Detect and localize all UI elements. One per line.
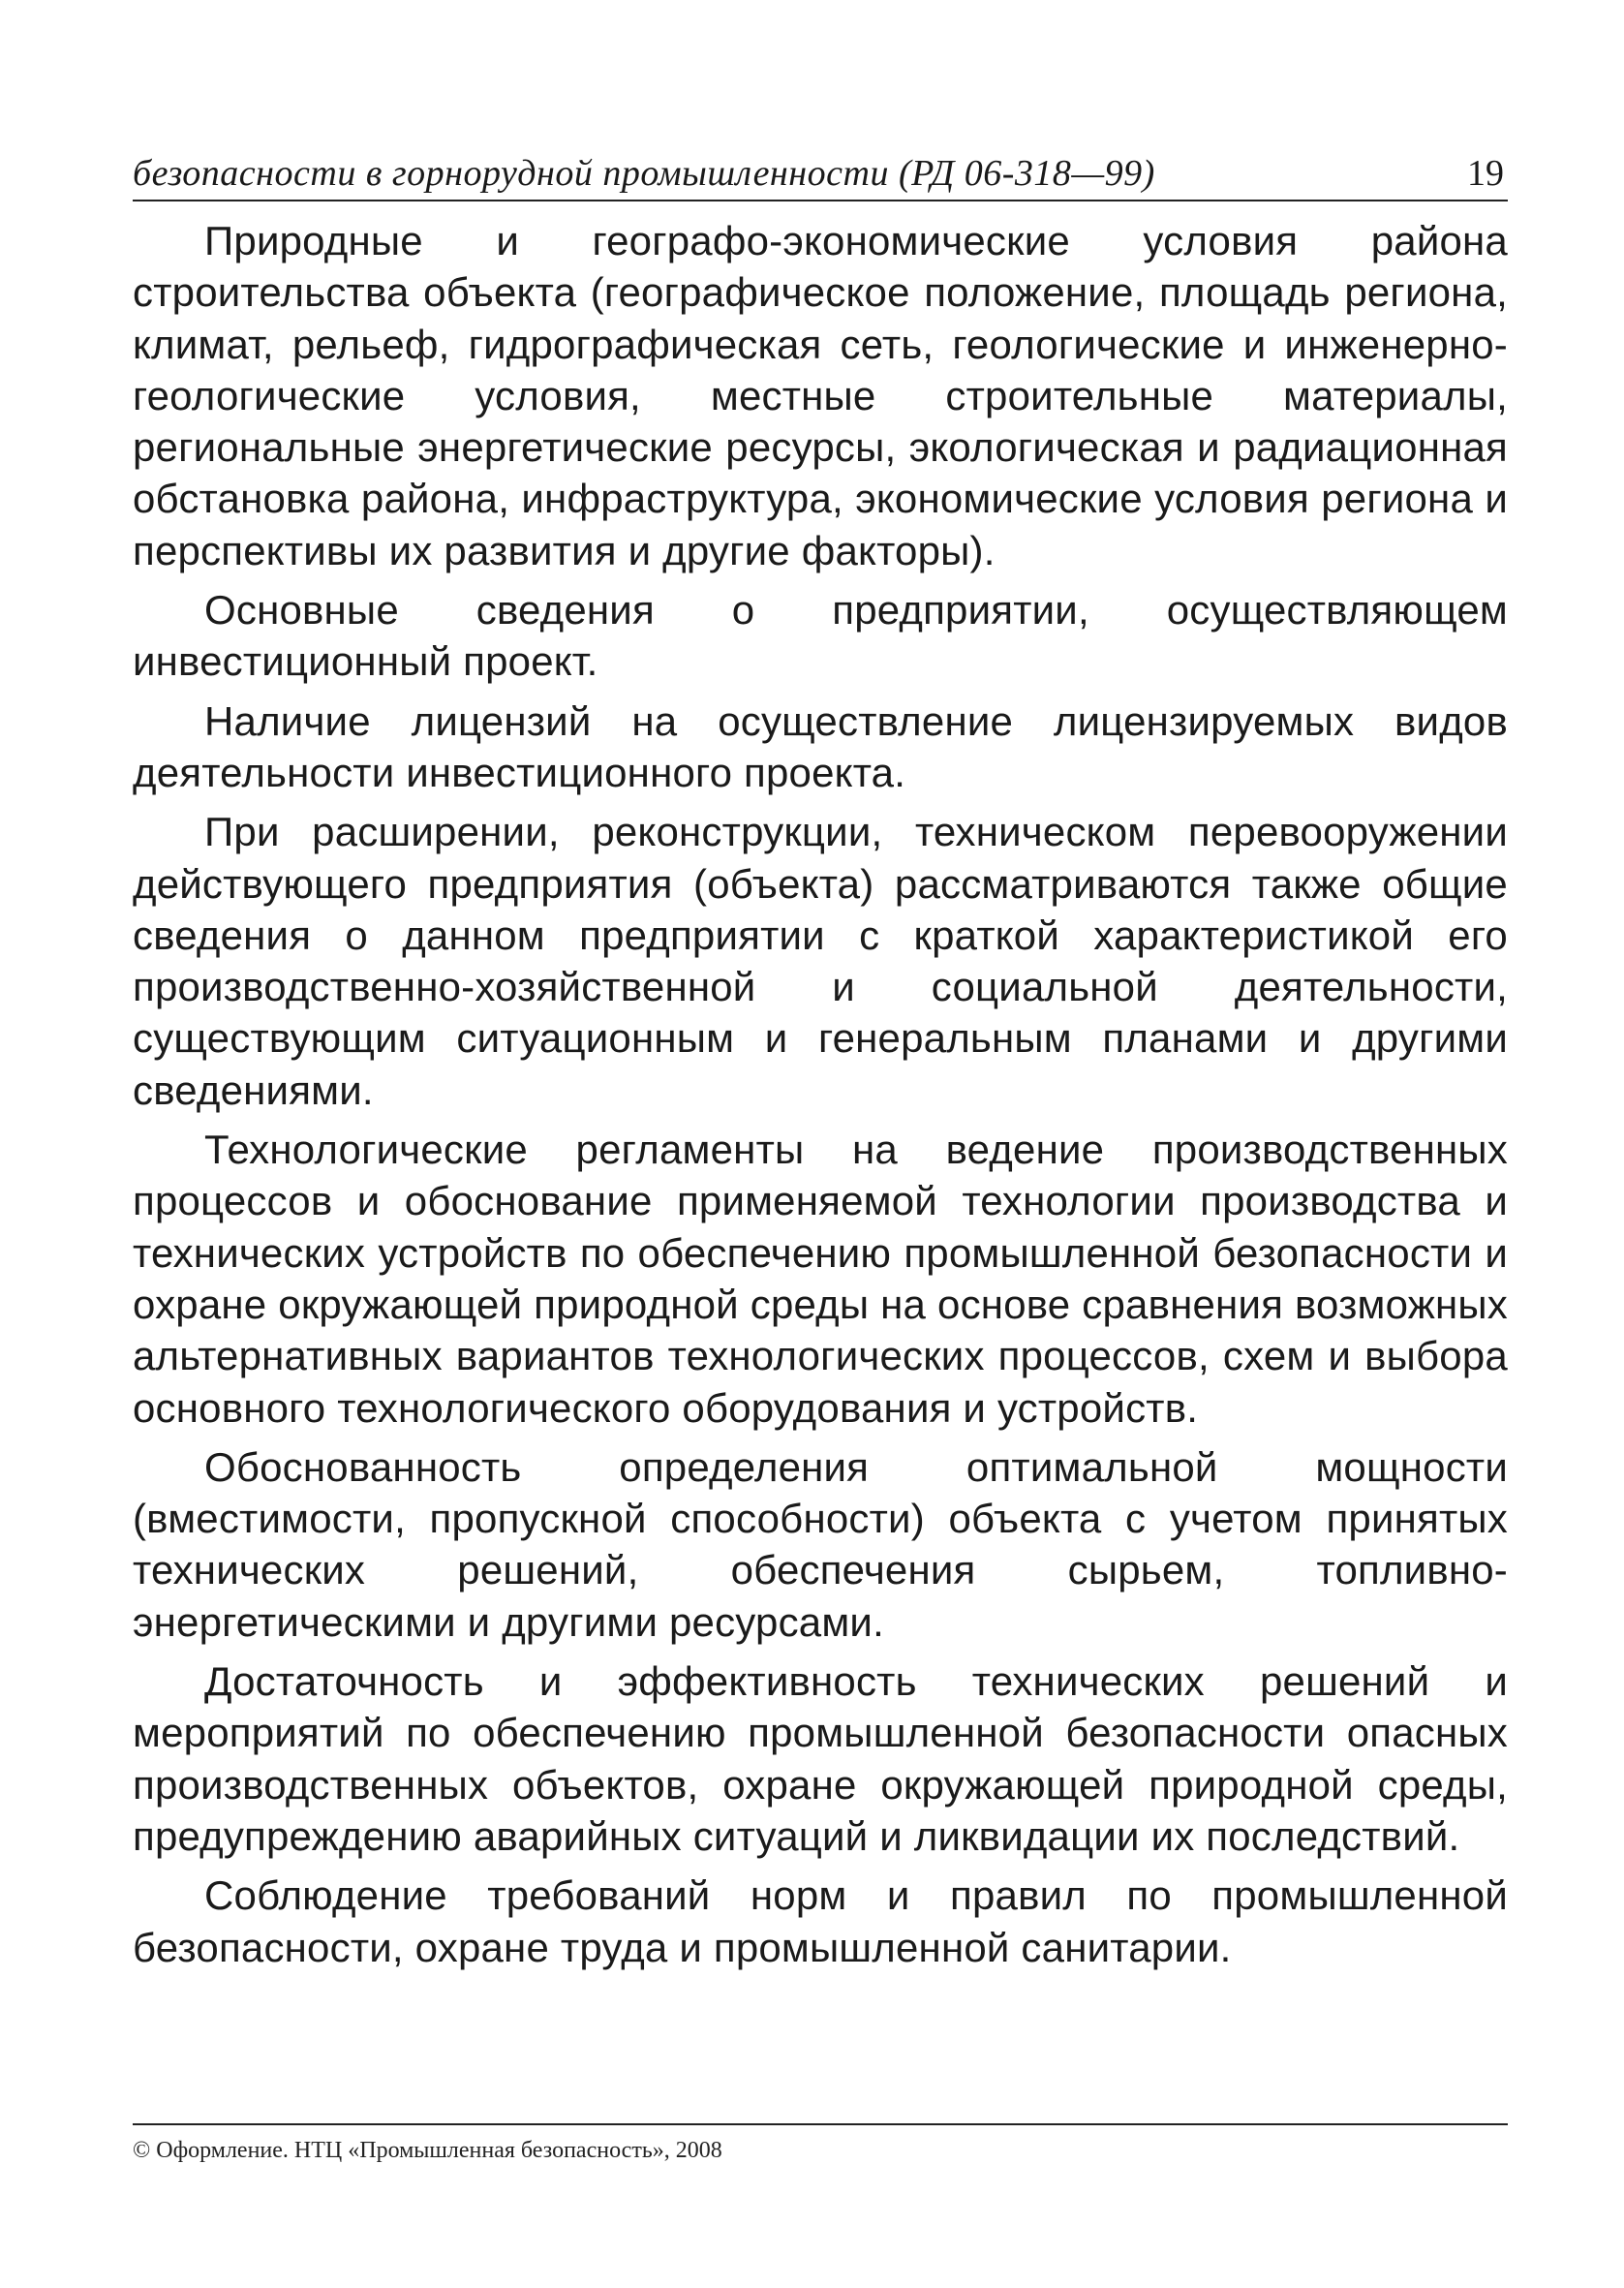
paragraph: Природные и географо-экономические условия района строительства объекта (географическое положение, площадь региона, климат, рельеф, гидрографическая сеть, геологические и инженерно-геологические условия, местные строительные материалы, региональные энергетические ресурсы, экологическая и радиационная обстановка района, инфраструктура, экономические условия региона и перспективы их развития и другие факторы). [133, 218, 1508, 573]
paragraph: Соблюдение требований норм и правил по промышленной безопасности, охране труда и промышленной санитарии. [133, 1872, 1508, 1970]
footer-copyright: © Оформление. НТЦ «Промышленная безопасность», 2008 [133, 2123, 1508, 2165]
paragraph: Основные сведения о предприятии, осуществляющем инвестиционный проект. [133, 587, 1508, 685]
paragraph: При расширении, реконструкции, техническом перевооружении действующего предприятия (объекта) рассматриваются также общие сведения о данном предприятии с краткой характеристикой его производственно-хозяйственной и социальной деятельности, существующим ситуационным и генеральным планами и другими сведениями. [133, 809, 1508, 1113]
paragraph: Наличие лицензий на осуществление лицензируемых видов деятельности инвестиционного проекта. [133, 697, 1508, 795]
paragraph: Технологические регламенты на ведение производственных процессов и обоснование применяемой технологии производства и технических устройств по обеспечению промышленной безопасности и охране окружающей природной среды на основе сравнения возможных альтернативных вариантов технологических процессов, схем и выбора основного технологического оборудования и устройств. [133, 1127, 1508, 1431]
body-text [133, 215, 1508, 1981]
header-title: безопасности в горнорудной промышленности (РД 06-318—99) [133, 153, 1155, 194]
paragraph: Достаточность и эффективность технических решений и мероприятий по обеспечению промышленной безопасности опасных производственных объектов, охране окружающей природной среды, предупреждению аварийных ситуаций и ликвидации их последствий. [133, 1658, 1508, 1859]
page-number: 19 [1467, 153, 1504, 194]
paragraph: Обоснованность определения оптимальной мощности (вместимости, пропускной способности) объекта с учетом принятых технических решений, обеспечения сырьем, топливно-энергетическими и другими ресурсами. [133, 1443, 1508, 1645]
running-header [133, 143, 1508, 201]
